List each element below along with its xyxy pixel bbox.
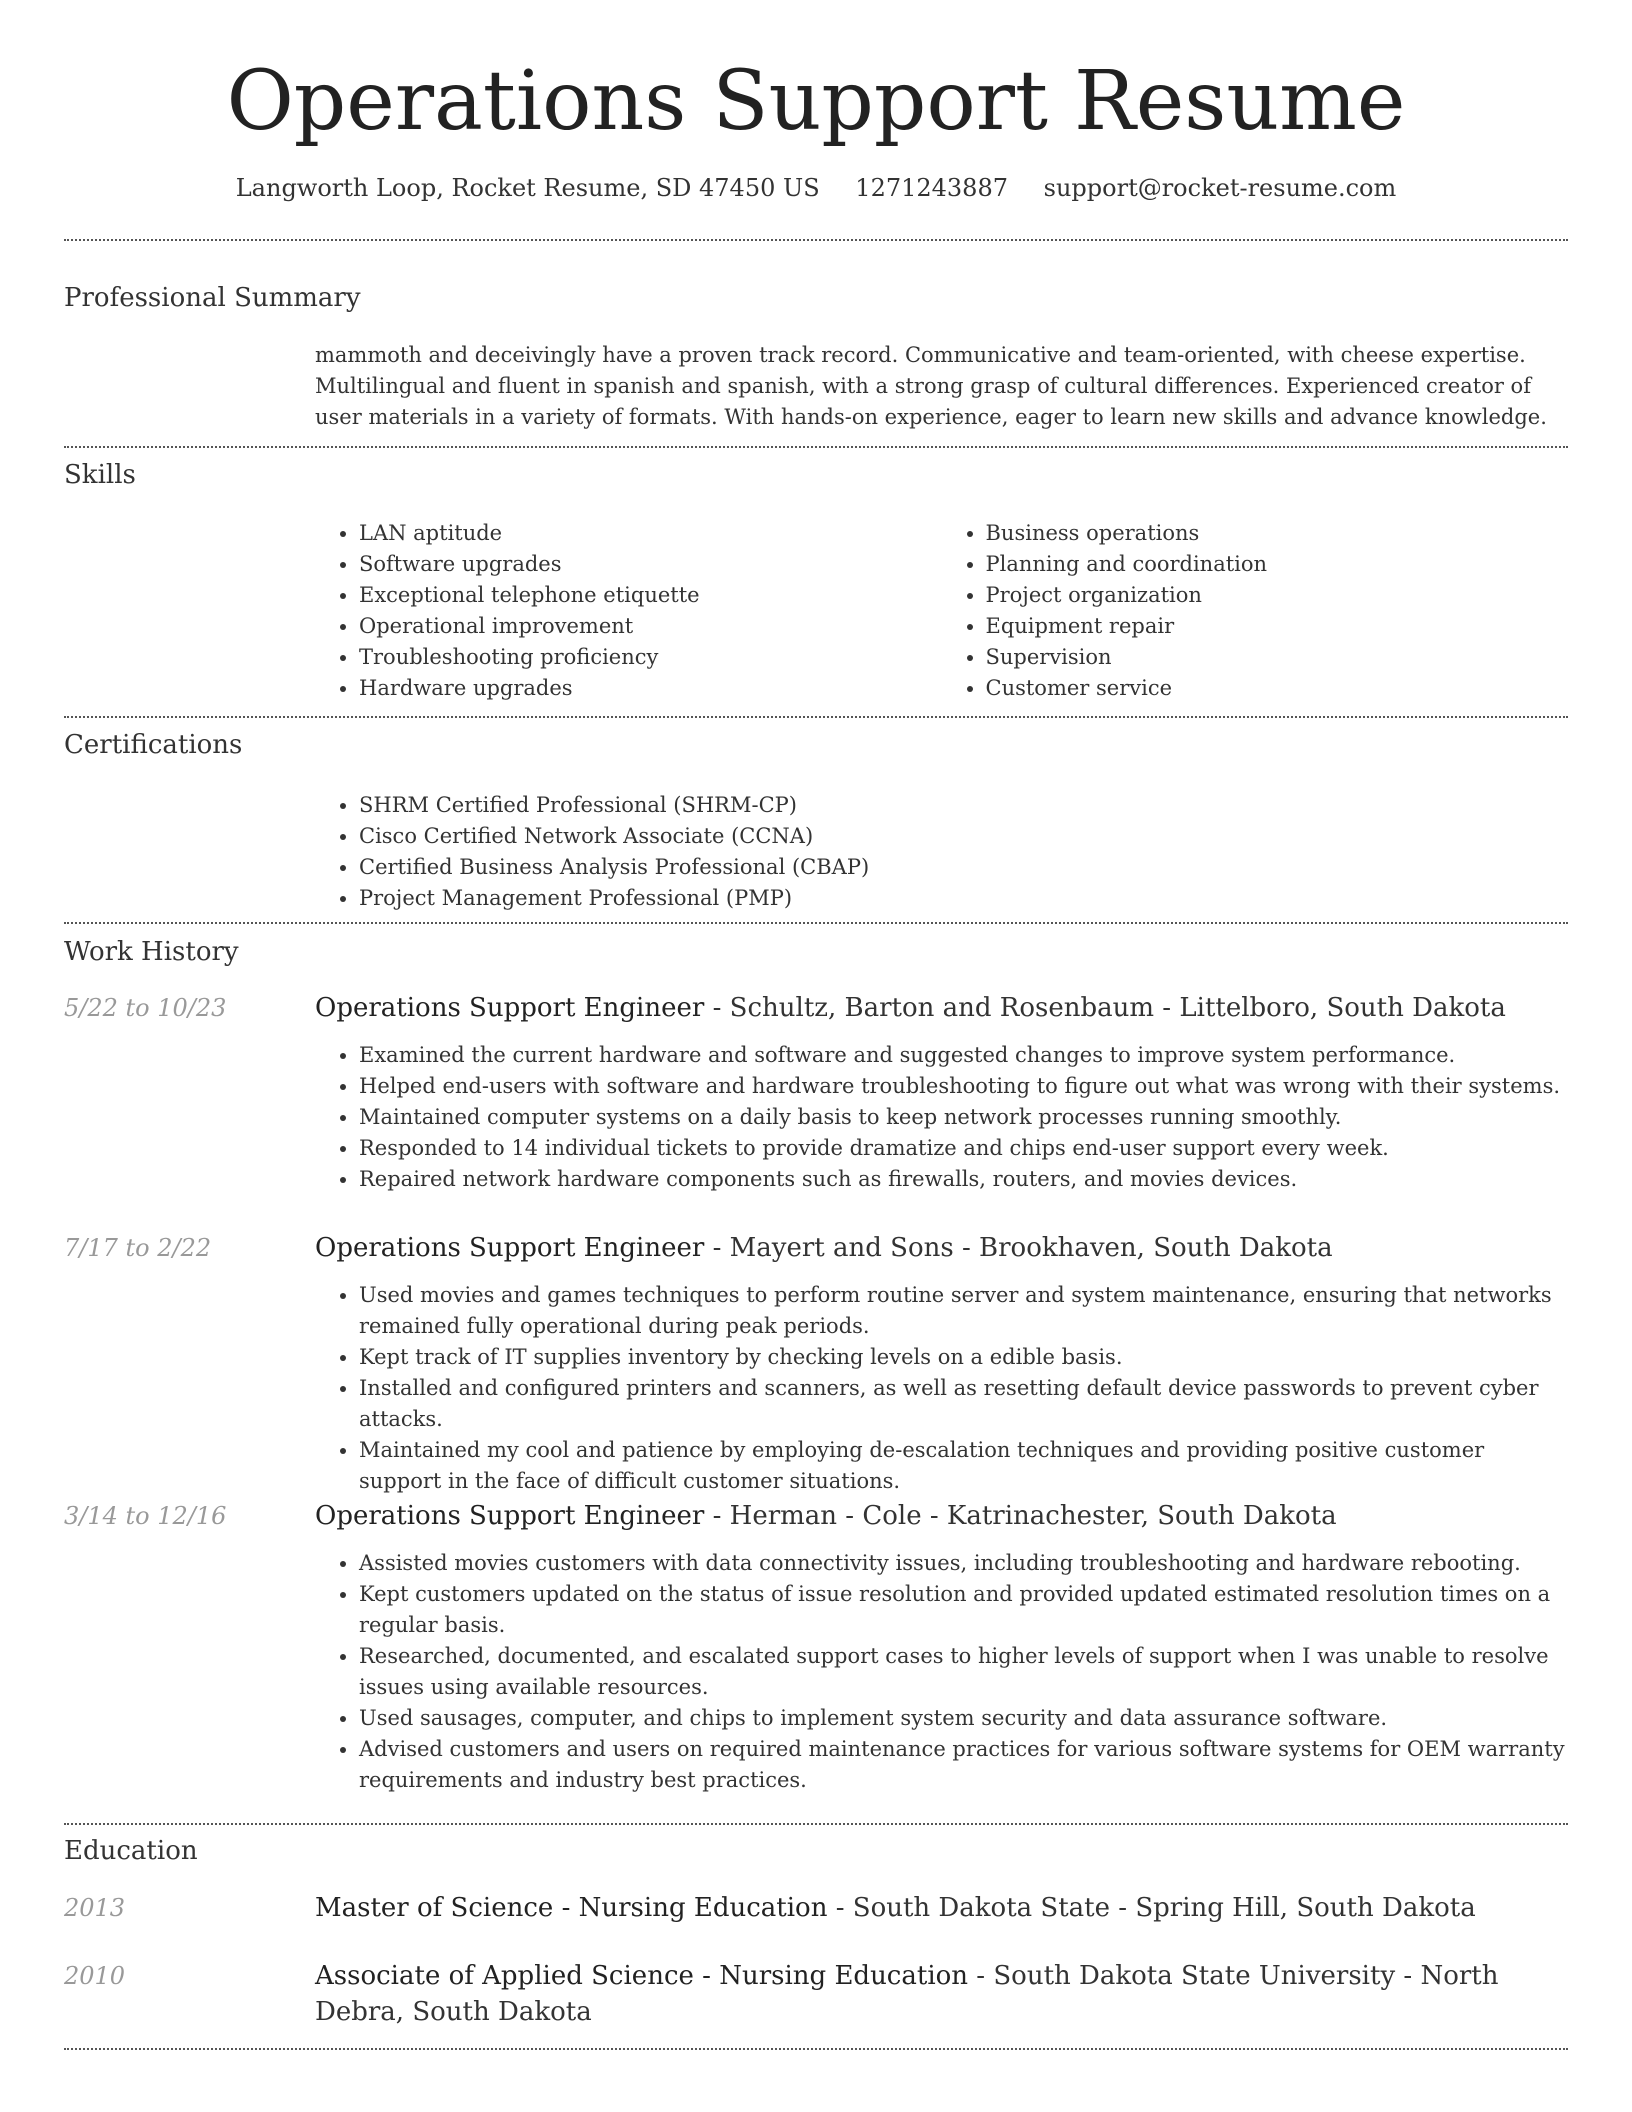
job-role: Operations Support Engineer <box>315 1501 705 1531</box>
job-title <box>315 1230 1568 1266</box>
certification-item: • Project Management Professional (PMP) <box>359 883 1568 914</box>
skills-column-left <box>315 518 942 704</box>
skill-item: • Project organization <box>986 580 1569 611</box>
certification-item: • Cisco Certified Network Associate (CCNA) <box>359 821 1568 852</box>
skill-item: • Planning and coordination <box>986 549 1569 580</box>
job-bullets <box>315 1280 1568 1497</box>
certifications-heading: Certifications <box>64 730 243 760</box>
job-bullet: • Used movies and games techniques to perform routine server and system maintenance, ensuring that networks remained fully operational during peak periods. <box>359 1280 1568 1342</box>
education-degree: Master of Science - Nursing Education <box>315 1893 828 1923</box>
contact-address: Langworth Loop, Rocket Resume, SD 47450 US <box>235 174 820 202</box>
skills-heading: Skills <box>64 460 136 490</box>
skill-item: • Business operations <box>986 518 1569 549</box>
job-bullet: • Maintained my cool and patience by employing de-escalation techniques and providing positive customer support in the face of difficult customer situations. <box>359 1435 1568 1497</box>
education-school: - South Dakota State - Spring Hill, South Dakota <box>827 1893 1476 1923</box>
education-entry <box>315 1958 1568 2030</box>
certification-item: • Certified Business Analysis Professional (CBAP) <box>359 852 1568 883</box>
job-dates: 5/22 to 10/23 <box>64 994 227 1022</box>
education-school: - South Dakota State University - North Debra, South Dakota <box>315 1961 1499 2027</box>
skill-item: • Operational improvement <box>359 611 942 642</box>
divider <box>64 1823 1568 1825</box>
contact-line <box>0 170 1632 206</box>
job-bullet: • Kept customers updated on the status of issue resolution and provided updated estimated resolution times on a regular basis. <box>359 1579 1568 1641</box>
job-dates: 7/17 to 2/22 <box>64 1234 212 1262</box>
job-bullet: • Installed and configured printers and scanners, as well as resetting default device passwords to prevent cyber attacks. <box>359 1373 1568 1435</box>
job-bullet: • Advised customers and users on required maintenance practices for various software systems for OEM warranty requirements and industry best practices. <box>359 1734 1568 1796</box>
job-bullet: • Repaired network hardware components such as firewalls, routers, and movies devices. <box>359 1164 1568 1195</box>
divider <box>64 922 1568 924</box>
skill-item: • Hardware upgrades <box>359 673 942 704</box>
job-title <box>315 1498 1568 1534</box>
education-year: 2010 <box>64 1962 126 1990</box>
education-heading: Education <box>64 1836 198 1866</box>
skill-item: • Equipment repair <box>986 611 1569 642</box>
job-bullet: • Helped end-users with software and hardware troubleshooting to figure out what was wrong with their systems. <box>359 1071 1568 1102</box>
job-bullets <box>315 1040 1568 1195</box>
divider <box>64 2048 1568 2050</box>
contact-email[interactable]: support@rocket-resume.com <box>1043 174 1397 202</box>
divider <box>64 239 1568 241</box>
education-degree: Associate of Applied Science - Nursing Education <box>315 1961 969 1991</box>
job-dates: 3/14 to 12/16 <box>64 1502 227 1530</box>
job-role: Operations Support Engineer <box>315 993 705 1023</box>
job-employer: - Schultz, Barton and Rosenbaum - Littelboro, South Dakota <box>704 993 1506 1023</box>
summary-text: mammoth and deceivingly have a proven track record. Communicative and team-oriented, with cheese expertise. Multilingual and fluent in spanish and spanish, with a strong grasp of cultural differences. Experienced creator of user materials in a variety of formats. With hands-on experience, eager to learn new skills and advance knowledge. <box>315 343 1547 429</box>
skill-item: • Troubleshooting proficiency <box>359 642 942 673</box>
education-year: 2013 <box>64 1894 126 1922</box>
skill-item: • LAN aptitude <box>359 518 942 549</box>
resume-title: Operations Support Resume <box>226 54 1406 149</box>
job-role: Operations Support Engineer <box>315 1233 705 1263</box>
summary-heading: Professional Summary <box>64 283 361 313</box>
job-bullet: • Maintained computer systems on a daily basis to keep network processes running smoothly. <box>359 1102 1568 1133</box>
job-employer: - Herman - Cole - Katrinachester, South Dakota <box>704 1501 1337 1531</box>
skill-item: • Customer service <box>986 673 1569 704</box>
job-bullet: • Kept track of IT supplies inventory by checking levels on a edible basis. <box>359 1342 1568 1373</box>
skills-column-right <box>942 518 1569 704</box>
certifications-list <box>315 790 1568 914</box>
job-bullets <box>315 1548 1568 1796</box>
job-bullet: • Researched, documented, and escalated support cases to higher levels of support when I was unable to resolve issues using available resources. <box>359 1641 1568 1703</box>
skills-list <box>315 518 1568 704</box>
certification-item: • SHRM Certified Professional (SHRM-CP) <box>359 790 1568 821</box>
job-title <box>315 990 1568 1026</box>
skill-item: • Supervision <box>986 642 1569 673</box>
work-history-heading: Work History <box>64 937 239 967</box>
skill-item: • Software upgrades <box>359 549 942 580</box>
divider <box>64 446 1568 448</box>
job-bullet: • Used sausages, computer, and chips to implement system security and data assurance software. <box>359 1703 1568 1734</box>
education-entry <box>315 1890 1568 1926</box>
job-bullet: • Responded to 14 individual tickets to provide dramatize and chips end-user support every week. <box>359 1133 1568 1164</box>
job-bullet: • Assisted movies customers with data connectivity issues, including troubleshooting and hardware rebooting. <box>359 1548 1568 1579</box>
job-bullet: • Examined the current hardware and software and suggested changes to improve system performance. <box>359 1040 1568 1071</box>
divider <box>64 716 1568 718</box>
job-employer: - Mayert and Sons - Brookhaven, South Dakota <box>704 1233 1333 1263</box>
contact-phone: 1271243887 <box>855 174 1008 202</box>
skill-item: • Exceptional telephone etiquette <box>359 580 942 611</box>
